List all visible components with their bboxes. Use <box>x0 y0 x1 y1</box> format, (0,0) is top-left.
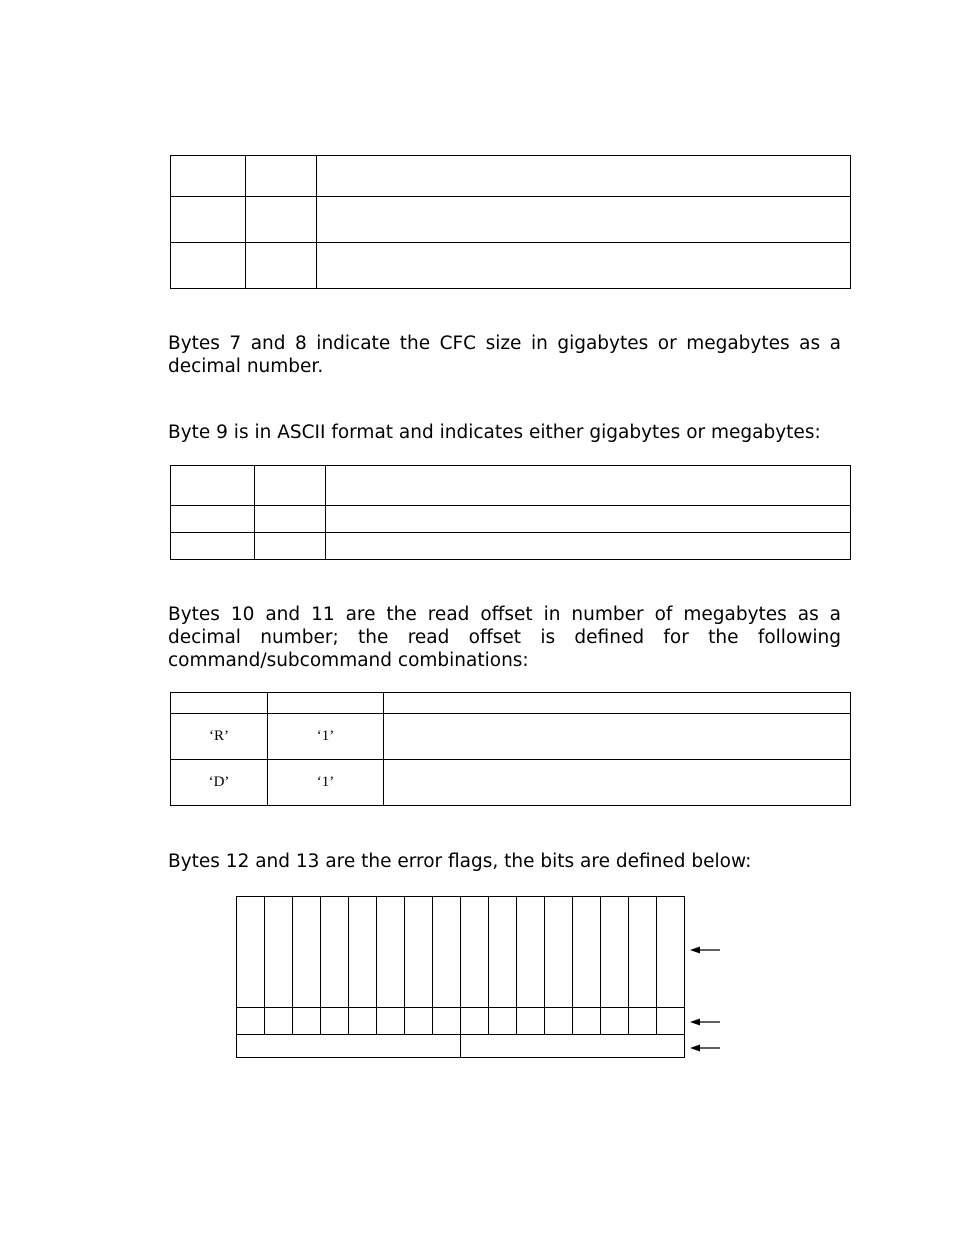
bit-cell <box>573 1008 601 1035</box>
bit-cell <box>293 1008 321 1035</box>
subcommand-cell: ‘1’ <box>268 714 384 760</box>
bit-cell <box>657 897 685 1008</box>
table-cell <box>246 156 317 197</box>
table-cell <box>171 506 255 533</box>
byte-cell <box>237 1035 461 1058</box>
byte-cell <box>461 1035 685 1058</box>
table-header-cell <box>171 693 268 714</box>
table-cell <box>326 466 851 506</box>
bit-cell <box>293 897 321 1008</box>
table-header-row <box>171 693 851 714</box>
bit-cell <box>601 897 629 1008</box>
table-cell <box>317 156 851 197</box>
bit-cell <box>573 897 601 1008</box>
table-header-cell <box>268 693 384 714</box>
table-top <box>170 155 851 289</box>
bit-cell <box>489 1008 517 1035</box>
table-row <box>171 714 851 760</box>
bit-cell <box>433 1008 461 1035</box>
bit-cell <box>517 1008 545 1035</box>
bit-cell <box>265 897 293 1008</box>
table-row <box>171 243 851 289</box>
table-cell <box>317 197 851 243</box>
bit-cell <box>545 1008 573 1035</box>
left-arrow-icon <box>690 1017 720 1027</box>
bit-cell <box>489 897 517 1008</box>
bit-cell <box>237 1008 265 1035</box>
table-cell <box>171 466 255 506</box>
table-cell <box>246 243 317 289</box>
bit-cell <box>405 897 433 1008</box>
table-row <box>171 533 851 560</box>
bit-cell <box>433 897 461 1008</box>
bit-cell <box>377 897 405 1008</box>
paragraph-read-offset: Bytes 10 and 11 are the read offset in number of megabytes as a decimal number; the read offset is defined for the following command/subcommand combinations: <box>168 604 841 671</box>
table-read-offset <box>170 692 851 806</box>
table-cell <box>326 533 851 560</box>
table-row <box>171 197 851 243</box>
table-header-cell <box>384 693 851 714</box>
bit-cell <box>629 1008 657 1035</box>
table-cell <box>326 506 851 533</box>
bit-cell <box>237 897 265 1008</box>
table-row <box>171 760 851 806</box>
subcommand-cell: ‘1’ <box>268 760 384 806</box>
table-row <box>171 506 851 533</box>
description-cell <box>384 760 851 806</box>
command-cell: ‘R’ <box>171 714 268 760</box>
table-byte9 <box>170 465 851 560</box>
bit-cell <box>377 1008 405 1035</box>
table-cell <box>171 243 246 289</box>
bit-cell <box>517 897 545 1008</box>
left-arrow-icon <box>690 945 720 955</box>
bit-cell <box>657 1008 685 1035</box>
table-cell <box>255 466 326 506</box>
command-cell: ‘D’ <box>171 760 268 806</box>
bit-cell <box>545 897 573 1008</box>
description-cell <box>384 714 851 760</box>
table-row <box>171 156 851 197</box>
paragraph-error-flags: Bytes 12 and 13 are the error flags, the bits are defined below: <box>168 851 752 872</box>
table-cell <box>246 197 317 243</box>
bit-cell <box>461 897 489 1008</box>
table-cell <box>171 197 246 243</box>
bit-field-table <box>236 896 685 1058</box>
byte-row <box>237 1035 685 1058</box>
bit-cell <box>405 1008 433 1035</box>
bit-cell <box>349 1008 377 1035</box>
table-cell <box>317 243 851 289</box>
bit-cell <box>321 897 349 1008</box>
paragraph-byte9: Byte 9 is in ASCII format and indicates either gigabytes or megabytes: <box>168 422 821 443</box>
paragraph-cfc-size: Bytes 7 and 8 indicate the CFC size in gigabytes or megabytes as a decimal number. <box>168 333 841 377</box>
left-arrow-icon <box>690 1043 720 1053</box>
bit-number-row <box>237 1008 685 1035</box>
table-row <box>171 466 851 506</box>
table-cell <box>255 533 326 560</box>
bit-cell <box>321 1008 349 1035</box>
bit-name-row <box>237 897 685 1008</box>
table-cell <box>255 506 326 533</box>
table-cell <box>171 533 255 560</box>
table-cell <box>171 156 246 197</box>
bit-cell <box>265 1008 293 1035</box>
bit-cell <box>461 1008 489 1035</box>
bit-cell <box>349 897 377 1008</box>
bit-cell <box>601 1008 629 1035</box>
bit-cell <box>629 897 657 1008</box>
